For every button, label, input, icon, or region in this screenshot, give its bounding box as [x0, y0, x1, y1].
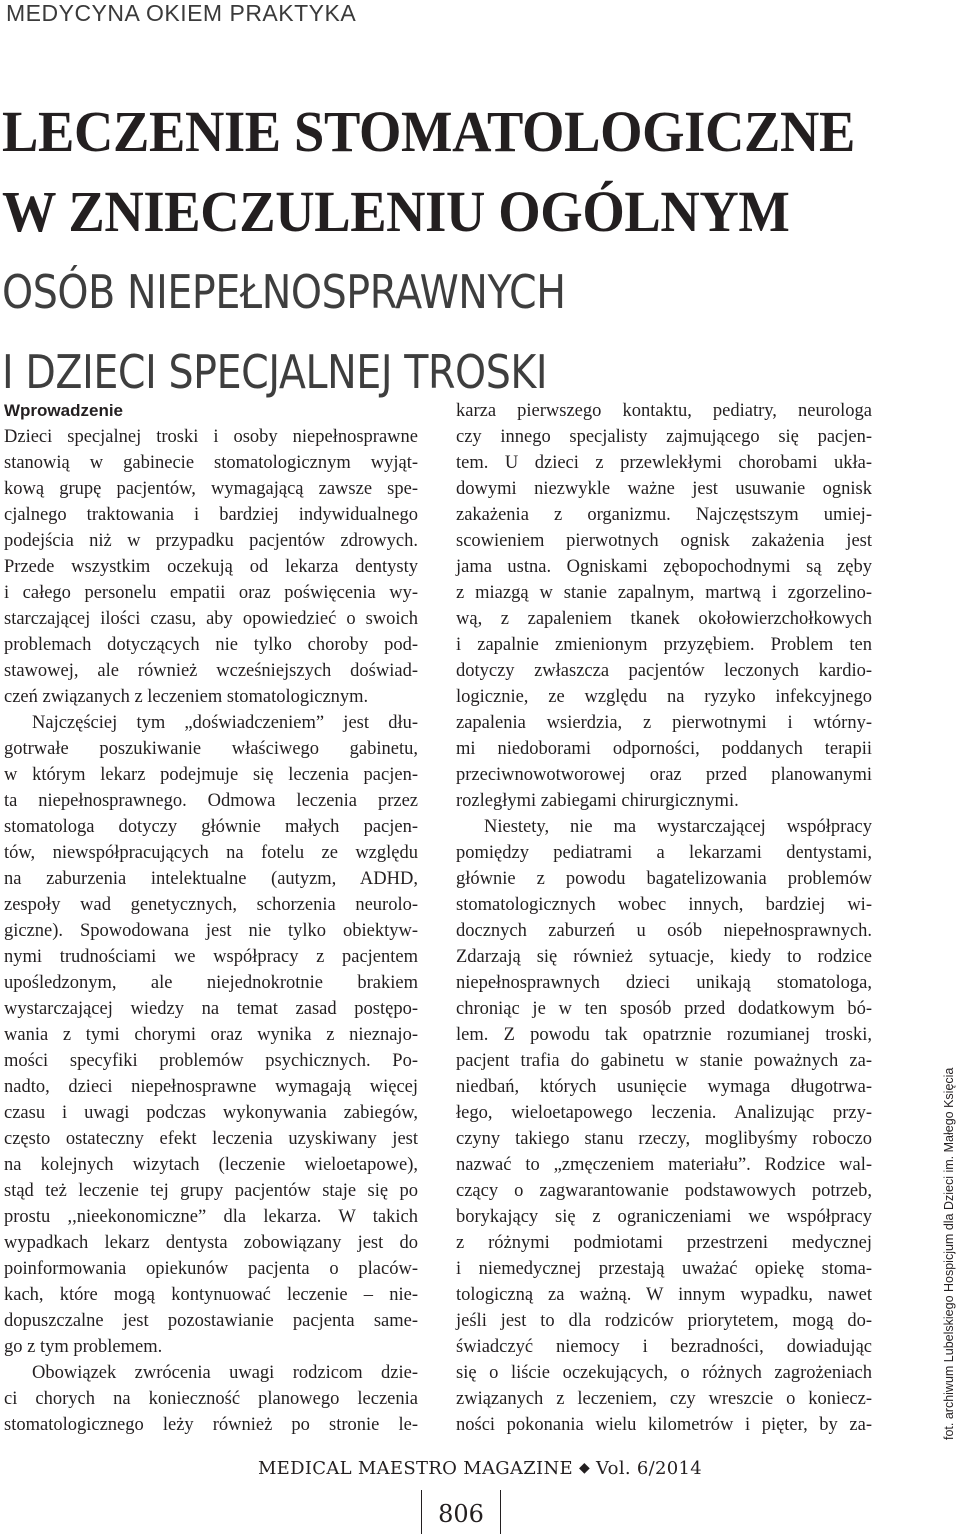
- left-column-line: na zaburzenia intelektualne (autyzm, ADHD,: [4, 869, 418, 889]
- left-column-line: w którym lekarz podejmuje się leczenia pacjen-: [4, 765, 418, 785]
- left-column-line: prostu ,,nieekonomiczne” dla lekarza. W takich: [4, 1207, 418, 1227]
- right-column-line: czący o zagwarantowanie podstawowych potrzeb,: [456, 1181, 872, 1201]
- right-column-line: karza pierwszego kontaktu, pediatry, neurologa: [456, 401, 872, 421]
- left-column-line: ta niepełnosprawnego. Odmowa leczenia przez: [4, 791, 418, 811]
- left-column-line: podejścia niż w przypadku pacjentów zdrowych.: [4, 531, 418, 551]
- right-column-line: jama ustna. Ogniskami zębopochodnymi są zęby: [456, 557, 872, 577]
- right-column-line: scowieniem pierwotnych ognisk zakażenia jest: [456, 531, 872, 551]
- right-column-line: świadczyć niemocy i bezradności, dowiadując: [456, 1337, 872, 1357]
- left-column-line: wania z tymi chorymi oraz wynika z nieznajo-: [4, 1025, 418, 1045]
- right-column-line: chroniąc je w ten sposób przed dodatkowym bó-: [456, 999, 872, 1019]
- right-column-line: jeśli jest to dla rodziców priorytetem, mogą do-: [456, 1311, 872, 1331]
- subtitle-line-2: I DZIECI SPECJALNEJ TROSKI: [2, 345, 548, 399]
- right-column-line: związanych z leczeniem, czy wreszcie o koniecz-: [456, 1389, 872, 1409]
- right-column-line: niedbań, których usunięcie wymaga długotrwa-: [456, 1077, 872, 1097]
- right-column-line: pacjent trafia do gabinetu w stanie poważnych za-: [456, 1051, 872, 1071]
- left-column-line: Dzieci specjalnej troski i osoby niepełnosprawne: [4, 427, 418, 447]
- left-column-line: i całego personelu empatii oraz poświęcenia wy-: [4, 583, 418, 603]
- title-line-1: LECZENIE STOMATOLOGICZNE: [2, 99, 855, 164]
- left-column-line: na kolejnych wizytach (leczenie wieloetapowe),: [4, 1155, 418, 1175]
- photo-credit: fot. archiwum Lubelskiego Hospicjum dla Dzieci im. Małego Księcia: [942, 1067, 956, 1440]
- right-column-line: przeciwnowotworowej oraz przed planowanymi: [456, 765, 872, 785]
- left-column-line: go z tym problemem.: [4, 1337, 163, 1357]
- right-column-line: niepełnosprawnych dzieci unikają stomatologa,: [456, 973, 872, 993]
- left-column-line: kową grupę pacjentów, wymagającą zawsze spe-: [4, 479, 418, 499]
- left-column-line: kach, które mogą kontynuować leczenie – nie-: [4, 1285, 418, 1305]
- right-column-line: z miazgą w stanie zapalnym, martwą i zgorzelino-: [456, 583, 872, 603]
- left-column-line: często ostateczny efekt leczenia uzyskiwany jest: [4, 1129, 418, 1149]
- right-column-line: lem. Z powodu tak opatrznie rozumianej troski,: [456, 1025, 872, 1045]
- left-column-line: mości specyfiki problemów psychicznych. Po-: [4, 1051, 418, 1071]
- left-column-line: gotrwałe poszukiwanie właściwego gabinetu,: [4, 739, 418, 759]
- left-column-line: Najczęściej tym „doświadczeniem” jest dłu-: [32, 713, 418, 733]
- right-column-line: zakażenia z organizmu. Najczęstszym umiej-: [456, 505, 872, 525]
- right-column-line: i niemedycznej przestają uważać opiekę stoma-: [456, 1259, 872, 1279]
- left-column-line: stawowej, ale również wcześniejszych doświad-: [4, 661, 418, 681]
- left-column-line: wystarczającej wiedzy na temat zasad postępo-: [4, 999, 418, 1019]
- right-column-line: logicznie, ze względu na ryzyko infekcyjnego: [456, 687, 872, 707]
- right-column-line: wą, z zapaleniem tkanek okołowierzchołkowych: [456, 609, 872, 629]
- left-column-line: problemach dotyczących nie tylko choroby pod-: [4, 635, 418, 655]
- left-column-line: stanowią w gabinecie stomatologicznym wyjąt-: [4, 453, 418, 473]
- right-column-line: Niestety, nie ma wystarczającej współpracy: [484, 817, 872, 837]
- section-heading: Wprowadzenie: [4, 401, 124, 420]
- left-column-line: stomatologicznego leży również po stronie le-: [4, 1415, 418, 1435]
- left-column-line: zespoły wad genetycznych, schorzenia neurolo-: [4, 895, 418, 915]
- left-column-line: ci chorych na konieczność planowego leczenia: [4, 1389, 418, 1409]
- right-column-line: dowymi niezwykle ważne jest usuwanie ognisk: [456, 479, 872, 499]
- right-column-line: się o liście oczekujących, o różnych zagrożeniach: [456, 1363, 872, 1383]
- right-column-line: tem. U dzieci z przewlekłymi chorobami ukła-: [456, 453, 872, 473]
- right-column-line: rozległymi zabiegami chirurgicznymi.: [456, 791, 739, 811]
- page-number: 806: [421, 1490, 501, 1534]
- left-column-line: dopuszczalne jest pozostawianie pacjenta same-: [4, 1311, 418, 1331]
- section-label: MEDYCYNA OKIEM PRAKTYKA: [6, 0, 357, 26]
- right-column-line: borykający się z ograniczeniami we współpracy: [456, 1207, 872, 1227]
- right-column-line: Zdarzają się również sytuacje, kiedy to rodzice: [456, 947, 872, 967]
- right-column-line: zapalenia wsierdzia, z pierwotnymi i wtórny-: [456, 713, 872, 733]
- left-column-line: stąd też leczenie tej grupy pacjentów staje się po: [4, 1181, 418, 1201]
- left-text-column: [4, 398, 418, 1438]
- right-column-line: i zapalnie zmienionym przyzębiem. Problem ten: [456, 635, 872, 655]
- right-column-line: mi niedoborami odporności, poddanych terapii: [456, 739, 872, 759]
- left-column-line: nadto, dzieci niepełnosprawne wymagają więcej: [4, 1077, 418, 1097]
- right-column-line: czyny takiego stanu rzeczy, moglibyśmy roboczo: [456, 1129, 872, 1149]
- left-column-line: nymi trudnościami we współpracy z pacjentem: [4, 947, 418, 967]
- right-text-column: [456, 398, 872, 1438]
- right-column-line: docznych zaburzeń u osób niepełnosprawnych.: [456, 921, 872, 941]
- volume-label: Vol. 6/2014: [596, 1458, 703, 1479]
- left-column-line: czasu i uwagi podczas wykonywania zabiegów,: [4, 1103, 418, 1123]
- right-column-line: nazwać to „zmęczeniem materiału”. Rodzice wal-: [456, 1155, 872, 1175]
- diamond-icon: ◆: [578, 1460, 591, 1476]
- left-column-line: wypadkach lekarz dentysta zobowiązany jest do: [4, 1233, 418, 1253]
- article-title: [2, 92, 952, 412]
- magazine-name: MEDICAL MAESTRO MAGAZINE: [257, 1458, 573, 1479]
- right-column-line: stomatologicznych wobec innych, bardziej wi-: [456, 895, 872, 915]
- subtitle-line-1: OSÓB NIEPEŁNOSPRAWNYCH: [2, 265, 566, 319]
- left-column-line: tów, niewspółpracujących na fotelu ze względu: [4, 843, 418, 863]
- right-column-line: pomiędzy pediatrami a lekarzami dentystami,: [456, 843, 872, 863]
- left-column-line: Przede wszystkim oczekują od lekarza dentysty: [4, 557, 418, 577]
- right-column-line: tologiczną za ważną. W innym wypadku, nawet: [456, 1285, 872, 1305]
- right-column-line: z różnymi podmiotami przestrzeni medycznej: [456, 1233, 872, 1253]
- footer: [0, 1458, 960, 1479]
- left-column-line: giczne). Spowodowana jest nie tylko obiektyw-: [4, 921, 418, 941]
- left-column-line: stomatologa dotyczy głównie małych pacjen-: [4, 817, 418, 837]
- left-column-line: czeń związanych z leczeniem stomatologicznym.: [4, 687, 369, 707]
- title-line-2: W ZNIECZULENIU OGÓLNYM: [2, 179, 790, 244]
- left-column-line: Obowiązek zwrócenia uwagi rodzicom dzie-: [32, 1363, 418, 1383]
- left-column-line: poinformowania opiekunów pacjenta o placów-: [4, 1259, 418, 1279]
- right-column-line: głównie z powodu bagatelizowania problemów: [456, 869, 872, 889]
- right-column-line: dotyczy zwłaszcza pacjentów leczonych kardio-: [456, 661, 872, 681]
- left-column-line: upośledzonym, ale niejednokrotnie brakiem: [4, 973, 418, 993]
- left-column-line: cjalnego traktowania i bardziej indywidualnego: [4, 505, 418, 525]
- right-column-line: łego, wieloetapowego leczenia. Analizując przy-: [456, 1103, 872, 1123]
- left-column-line: starczającej ilości czasu, aby opowiedzieć o swoich: [4, 609, 418, 629]
- right-column-line: czy innego specjalisty zajmującego się pacjen-: [456, 427, 872, 447]
- right-column-line: ności pokonania wielu kilometrów i pięter, by za-: [456, 1415, 872, 1435]
